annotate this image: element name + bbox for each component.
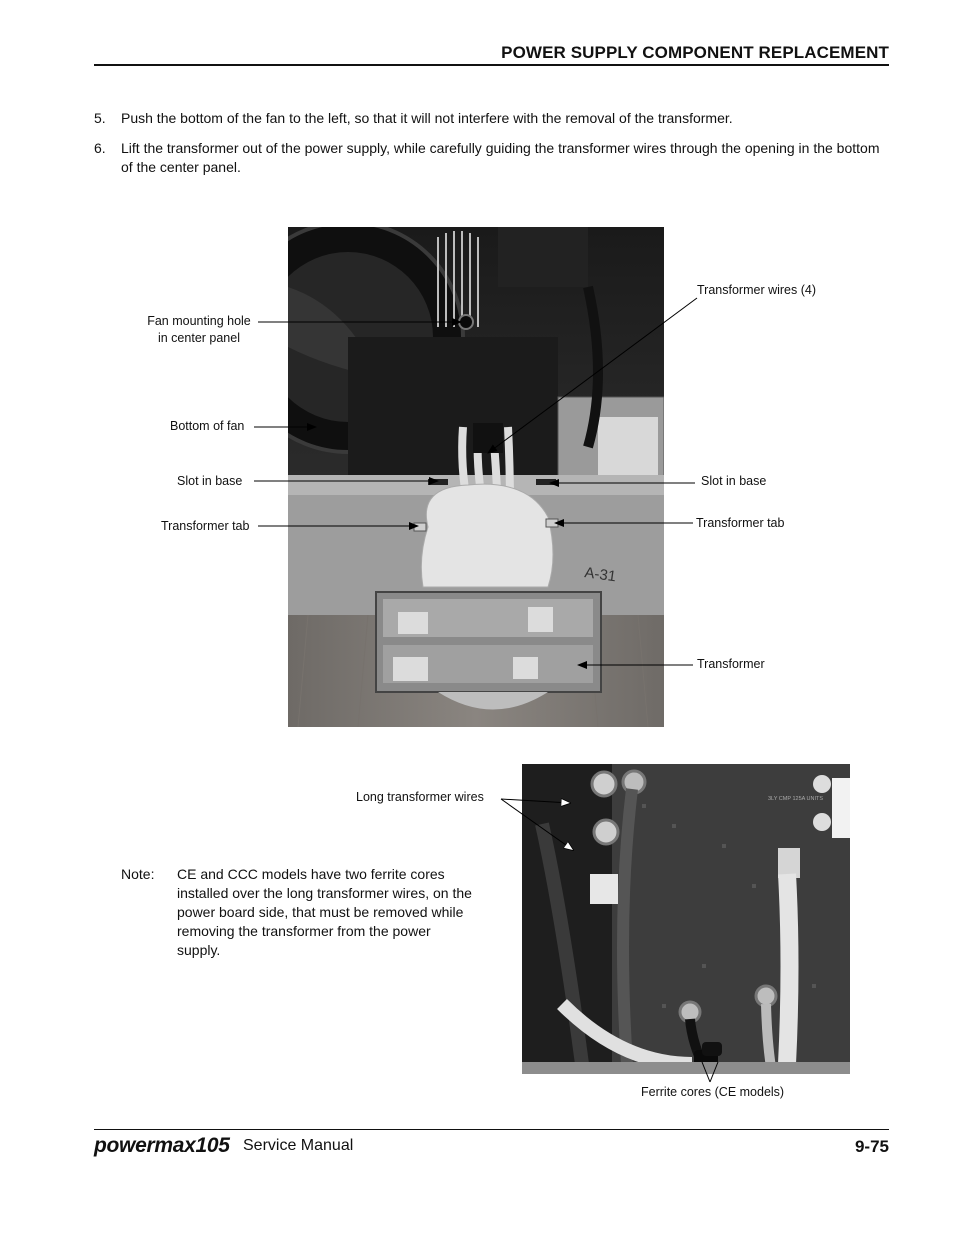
ferrite-pointer-1 [702,1062,710,1082]
note-label: Note: [121,866,155,882]
step-number: 5. [94,110,106,126]
transformer-label: Transformer [697,657,765,671]
long-wires-label: Long transformer wires [356,790,484,804]
step-text: Lift the transformer out of the power supply, while carefully guiding the transformer wires through the opening in the bottom of the center panel. [121,140,880,175]
slot-left-label: Slot in base [177,474,243,488]
slot-right-label: Slot in base [701,474,767,488]
tab-right-label: Transformer tab [696,516,785,530]
manual-title: Service Manual [243,1137,354,1154]
long-wires-pointer-2 [501,799,573,850]
page-number: 9-75 [854,1137,889,1156]
ferrite-pointer-2 [710,1062,718,1082]
photo-marking: A-31 [583,564,618,586]
bottom-of-fan-label: Bottom of fan [170,419,245,433]
section-title: POWER SUPPLY COMPONENT REPLACEMENT [501,43,889,62]
long-wires-pointer-1 [501,799,570,803]
wires-label: Transformer wires (4) [697,283,816,297]
step-text: Push the bottom of the fan to the left, so that it will not interfere with the removal of the transformer. [121,110,733,126]
fan-hole-label-line2: in center panel [157,331,240,345]
ferrite-label: Ferrite cores (CE models) [641,1085,785,1099]
fan-hole-label-line1: Fan mounting hole [147,314,251,328]
footer-rule [94,1129,889,1130]
wires-pointer [488,298,697,453]
brand-logo: powermax105 [94,1134,230,1157]
board-text: 3LY CMP 125A UNITS [768,796,824,802]
step-number: 6. [94,140,106,156]
note-text: CE and CCC models have two ferrite cores installed over the long transformer wires, on the power board side, that must be removed while removing the transformer from the power supply. [177,866,472,958]
tab-left-label: Transformer tab [161,519,250,533]
